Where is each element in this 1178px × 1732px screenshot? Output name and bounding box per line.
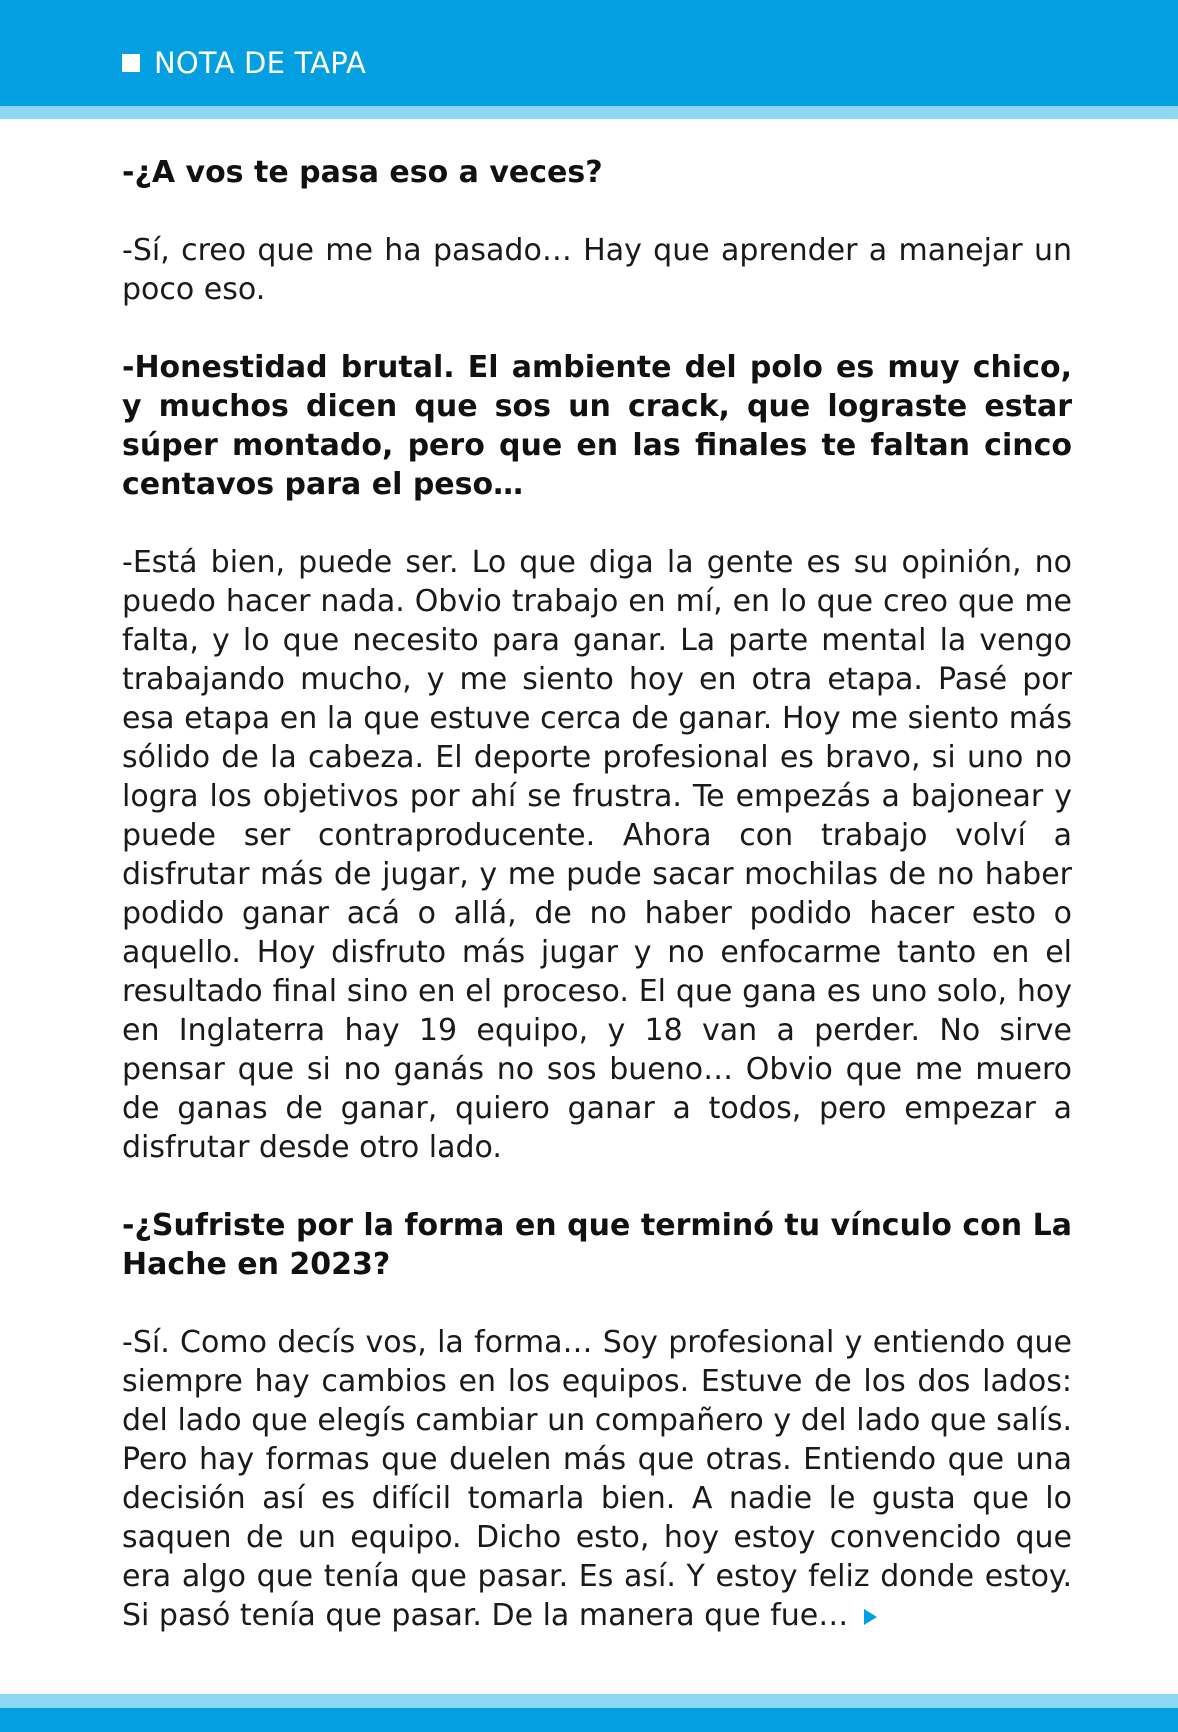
square-bullet-icon bbox=[122, 54, 140, 72]
interview-answer-last bbox=[122, 1323, 1072, 1635]
triangle-right-icon bbox=[864, 1609, 877, 1625]
section-label-text: NOTA DE TAPA bbox=[154, 46, 367, 80]
footer-bar bbox=[0, 1708, 1178, 1732]
article-body bbox=[122, 153, 1072, 1674]
interview-question: -¿A vos te pasa eso a veces? bbox=[122, 155, 603, 190]
interview-question: -¿Sufriste por la forma en que terminó tu vínculo con La Hache en 2023? bbox=[122, 1208, 1072, 1282]
section-label bbox=[122, 46, 366, 80]
interview-answer-text: -Sí. Como decís vos, la forma… Soy profesional y entiendo que siempre hay cambios en los equipos. Estuve de los dos lados: del lado que elegís cambiar un compañero y del lado que salís. Pero hay formas que duelen más que otras. Entiendo que una decisión así es difícil tomarla bien. A nadie le gusta que lo saquen de un equipo. Dicho esto, hoy estoy convencido que era algo que tenía que pasar. Es así. Y estoy feliz donde estoy. Si pasó tenía que pasar. De la manera que fue… bbox=[122, 1325, 1072, 1633]
header-accent-stripe bbox=[0, 106, 1178, 119]
footer-accent-stripe bbox=[0, 1694, 1178, 1708]
interview-question: -Honestidad brutal. El ambiente del polo es muy chico, y muchos dicen que sos un crack, que lograste estar súper montado, pero que en las finales te faltan cinco centavos para el peso… bbox=[122, 350, 1072, 502]
interview-answer: -Está bien, puede ser. Lo que diga la gente es su opinión, no puedo hacer nada. Obvio trabajo en mí, en lo que creo que me falta, y lo que necesito para ganar. La parte mental la vengo trabajando mucho, y me siento hoy en otra etapa. Pasé por esa etapa en la que estuve cerca de ganar. Hoy me siento más sólido de la cabeza. El deporte profesional es bravo, si uno no logra los objetivos por ahí se frustra. Te empezás a bajonear y puede ser contraproducente. Ahora con trabajo volví a disfrutar más de jugar, y me pude sacar mochilas de no haber podido ganar acá o allá, de no haber podido hacer esto o aquello. Hoy disfruto más jugar y no enfocarme tanto en el resultado final sino en el proceso. El que gana es uno solo, hoy en Inglaterra hay 19 equipo, y 18 van a perder. No sirve pensar que si no ganás no sos bueno… Obvio que me muero de ganas de ganar, quiero ganar a todos, pero empezar a disfrutar desde otro lado. bbox=[122, 545, 1072, 1165]
interview-answer: -Sí, creo que me ha pasado… Hay que aprender a manejar un poco eso. bbox=[122, 233, 1072, 307]
